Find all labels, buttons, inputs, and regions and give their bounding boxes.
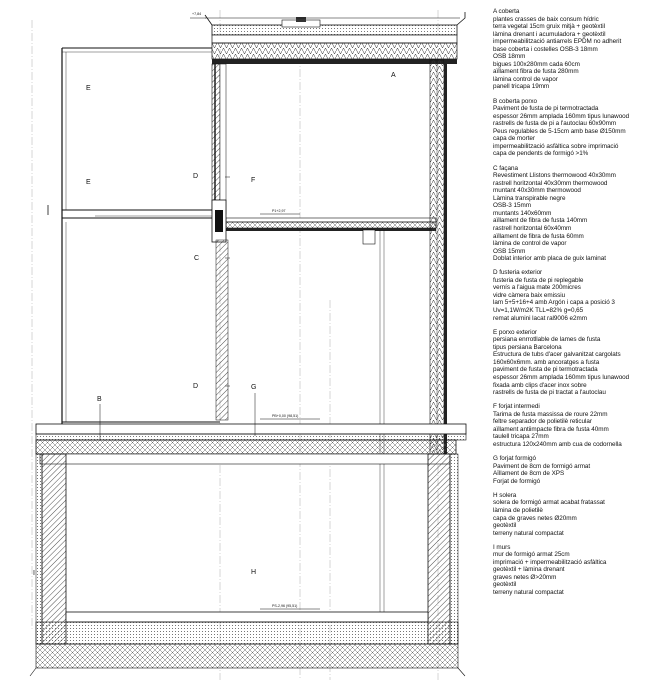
legend-line: rastrells de fusta de pi a l'autoclau 60x90mm	[493, 120, 617, 128]
legend-line: terreny natural compactat	[493, 589, 564, 597]
legend-line: taulell tricapa 27mm	[493, 433, 549, 441]
legend-section-title: I murs	[493, 543, 511, 551]
level-top-text: +7,84	[192, 12, 202, 16]
legend-line: Uv=1,1W/m2K TLL=82% g=0,65	[493, 307, 584, 315]
label-i: I	[33, 570, 35, 577]
legend-section-title: F forjat intermedi	[493, 403, 540, 411]
legend-section	[493, 403, 648, 448]
legend-section	[493, 455, 648, 485]
legend-line: geotèxtil	[493, 522, 517, 530]
legend-line: Tarima de fusta massissa de roure 22mm	[493, 410, 608, 418]
legend-line: lam 5+5+16+4 amb Argón i capa a posició 3	[493, 299, 615, 307]
legend-line: capa de morter	[493, 135, 535, 143]
legend-section-title: B coberta porxo	[493, 97, 538, 105]
legend-section-title: H solera	[493, 491, 517, 499]
level-basement-text: PS-2,96 (95,51)	[272, 604, 298, 608]
legend-line: capa de pendents de formigó >1%	[493, 150, 589, 158]
legend-line: Peus regulables de 5-15cm amb base Ø150mm	[493, 127, 626, 135]
legend-line: Paviment de 8cm de formigó armat	[493, 462, 591, 470]
legend-line: paviment de fusta de pi termotractada	[493, 366, 598, 374]
legend-line: Forjat de formigó	[493, 477, 541, 485]
legend-line: base coberta i costelles OSB-3 18mm	[493, 45, 598, 53]
legend-section	[493, 8, 648, 91]
legend-section	[493, 329, 648, 397]
legend-line: graves netes Ø>20mm	[493, 573, 557, 581]
legend-section	[493, 269, 648, 322]
label-c: C	[194, 255, 200, 262]
label-d-2: D	[193, 383, 199, 390]
label-e-1: E	[86, 85, 91, 92]
legend-line: imprimació + impermeabilització asfàltica	[493, 558, 607, 566]
right-facade-wall	[216, 60, 447, 460]
legend-line: feltre separador de polietilè reticular	[493, 418, 592, 426]
level-ground-text: PB+0,00 (98,51)	[272, 414, 299, 418]
porch-frame	[48, 48, 220, 428]
legend-line: impermeabilització asfàltica sobre imprimació	[493, 142, 619, 150]
axis-lines	[32, 10, 438, 680]
legend-section	[493, 544, 648, 597]
legend-line: capa de graves netes Ø20mm	[493, 514, 577, 522]
legend-line: geotèxtil + làmina drenant	[493, 566, 565, 574]
legend-line: espessor 26mm amplada 160mm tipus lunawood	[493, 373, 630, 381]
legend-line: rastrells de fusta de pi tractat a l'autoclau	[493, 389, 606, 397]
legend-line: geotèxtil	[493, 581, 517, 589]
legend-line: aïllament de fibra de fusta 140mm	[493, 217, 588, 225]
legend-line: OSB 18mm	[493, 53, 526, 61]
legend-section-title: A coberta	[493, 8, 520, 15]
level-markers	[190, 18, 320, 609]
legend-line: Doblat interior amb placa de guix laminat	[493, 255, 606, 263]
legend-section	[493, 492, 648, 537]
legend-line: aïllament antiimpacte fibra de fusta 40mm	[493, 425, 609, 433]
legend-line: muntants 140x60mm	[493, 209, 552, 217]
legend-section-title: E porxo exterior	[493, 328, 537, 336]
label-b: B	[97, 396, 102, 403]
legend-line: OSB-3 15mm	[493, 202, 531, 210]
legend-line: remat alumini lacat ral9006 e2mm	[493, 314, 587, 322]
legend-section	[493, 98, 648, 158]
label-d-1: D	[193, 173, 199, 180]
legend-section-title: C façana	[493, 164, 518, 172]
legend-line: OSB 15mm	[493, 247, 526, 255]
legend-line: làmina control de vapor	[493, 75, 558, 83]
basement-slab	[30, 612, 465, 676]
legend-line: mur de formigó armat 25cm	[493, 551, 570, 559]
legend-line: vernís a l'aigua mate 200micres	[493, 284, 581, 292]
callout-leaders	[100, 177, 255, 440]
legend-line: aïllament fibra de fusta 280mm	[493, 68, 579, 76]
legend-line: Làmina transpirable negre	[493, 194, 566, 202]
label-g: G	[251, 384, 257, 391]
legend-line: Estructura de tubs d'acer galvanitzat cargolats	[493, 351, 621, 359]
legend-line: Paviment de fusta de pi termotractada	[493, 105, 599, 113]
label-h: H	[251, 569, 257, 576]
materials-legend	[493, 8, 648, 603]
legend-line: terreny natural compactat	[493, 529, 564, 537]
legend-line: Revestiment Llistons thermowood 40x30mm	[493, 172, 616, 180]
legend-line: rastrell horitzontal 40x30mm thermowood	[493, 179, 608, 187]
roof-assembly	[205, 12, 465, 64]
legend-line: fixada amb clips d'acer inox sobre	[493, 381, 587, 389]
legend-section-title: D fusteria exterior	[493, 269, 543, 277]
ground-floor-slab	[36, 424, 466, 464]
legend-line: aïllament de fibra de fusta 60mm	[493, 232, 584, 240]
legend-line: persiana enrrotllable de lames de fusta	[493, 336, 601, 344]
level-upper-text: P1+2,97	[272, 209, 286, 213]
label-f: F	[251, 177, 256, 184]
legend-line: plantes crasses de baix consum hídric	[493, 15, 599, 23]
legend-line: làmina de control de vapor	[493, 240, 567, 248]
legend-line: làmina drenant i acumuladora + geotèxtil	[493, 30, 606, 38]
legend-line: vidre càmera baix emissiu	[493, 291, 566, 299]
upper-floor-left-wall	[212, 64, 226, 214]
legend-line: làmina de polietilè	[493, 506, 543, 514]
legend-line: espessor 26mm amplada 160mm tipus lunawood	[493, 112, 630, 120]
legend-line: tipus persiana Barcelona	[493, 343, 562, 351]
legend-line: muntant 40x30mm thermowood	[493, 187, 581, 195]
label-a: A	[391, 72, 396, 79]
legend-line: fusteria de fusta de pi replegable	[493, 276, 584, 284]
legend-line: solera de formigó armat acabat fratassat	[493, 499, 605, 507]
legend-section	[493, 165, 648, 263]
label-e-2: E	[86, 179, 91, 186]
intermediate-floor	[212, 200, 436, 244]
legend-line: 160x60x6mm. amb ancoratges a fusta	[493, 358, 600, 366]
legend-line: estructura 120x240mm amb cua de codornella	[493, 440, 622, 448]
legend-line: Aïllament de 8cm de XPS	[493, 470, 565, 478]
legend-line: terra vegetal 15cm gruix mitjà + geotèxtil	[493, 23, 605, 31]
legend-line: panell tricapa 19mm	[493, 83, 550, 91]
legend-line: rastrell horitzontal 60x40mm	[493, 224, 572, 232]
legend-line: impermeabilització antiarrels EPDM no adherit	[493, 38, 622, 46]
legend-line: bigues 100x280mm cada 60cm	[493, 60, 580, 68]
legend-section-title: G forjat formigó	[493, 455, 536, 463]
